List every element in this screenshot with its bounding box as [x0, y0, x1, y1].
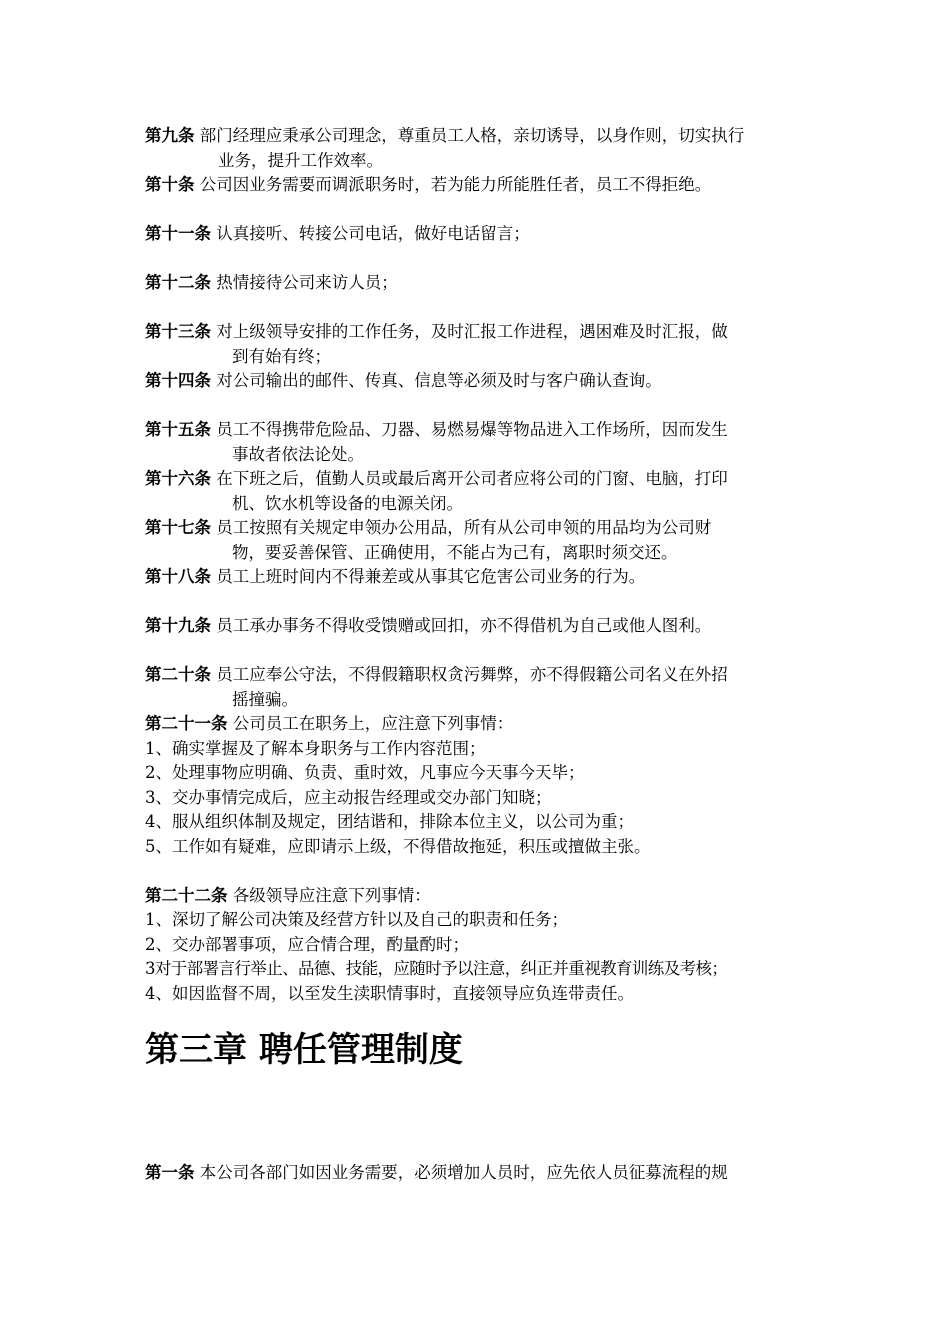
article-number: 第十条: [145, 175, 195, 194]
list-item: 2、处理事物应明确、负责、重时效，凡事应今天事今天毕；: [145, 763, 585, 782]
list-item: 1、确实掌握及了解本身职务与工作内容范围；: [145, 738, 486, 758]
article-15: [145, 418, 810, 467]
list-item: 4、服从组织体制及规定，团结谐和，排除本位主义，以公司为重；: [145, 812, 634, 831]
article-18: [145, 565, 810, 590]
article-number: 第九条: [145, 126, 195, 145]
article-text-continued: 事故者依法论处。: [232, 444, 364, 464]
article-text: 在下班之后，值勤人员或最后离开公司者应将公司的门窗、电脑，打印: [216, 469, 728, 488]
list-item: 2、交办部署事项，应合情合理，酌量酌时；: [145, 934, 469, 954]
list-item: 3、交办事情完成后，应主动报告经理或交办部门知晓；: [145, 787, 552, 807]
paragraph-gap: [145, 639, 810, 664]
article-number: 第二十条: [145, 665, 211, 684]
article-text-continued: 机、饮水机等设备的电源关闭。: [232, 493, 463, 513]
article-text: 员工按照有关规定申领办公用品，所有从公司申领的用品均为公司财: [216, 518, 712, 537]
list-item: 1、深切了解公司决策及经营方针以及自己的职责和任务；: [145, 910, 568, 929]
article-number: 第一条: [145, 1163, 195, 1182]
paragraph-gap: [145, 296, 810, 321]
article-text-continued: 业务，提升工作效率。: [218, 150, 383, 170]
article-number: 第十一条: [145, 224, 211, 243]
article-19: [145, 614, 810, 639]
article-text-continued: 摇撞骗。: [232, 689, 298, 709]
article-number: 第二十二条: [145, 885, 228, 905]
paragraph-gap: [145, 590, 810, 615]
article-number: 第十二条: [145, 273, 211, 292]
paragraph-gap: [145, 198, 810, 223]
article-number: 第十三条: [145, 322, 211, 341]
chapter-title: 第三章 聘任管理制度: [145, 1030, 463, 1070]
article-text: 员工上班时间内不得兼差或从事其它危害公司业务的行为。: [216, 567, 646, 586]
article-text: 对公司输出的邮件、传真、信息等必须及时与客户确认查询。: [216, 371, 662, 390]
article-text-continued: 到有始有终；: [232, 346, 331, 366]
article-text: 认真接听、转接公司电话，做好电话留言；: [216, 224, 530, 243]
article-17: [145, 516, 810, 565]
article-text: 员工承办事务不得收受馈赠或回扣，亦不得借机为自己或他人图利。: [216, 616, 712, 635]
article-20: [145, 663, 810, 712]
article-text: 部门经理应秉承公司理念，尊重员工人格，亲切诱导，以身作则，切实执行: [199, 126, 745, 145]
article-number: 第十四条: [145, 371, 211, 390]
article-text: 公司因业务需要而调派职务时，若为能力所能胜任者，员工不得拒绝。: [199, 175, 712, 194]
section-gap: [145, 1075, 810, 1161]
list-item: 3对于部署言行举止、品德、技能，应随时予以注意，纠正并重视教育训练及考核；: [145, 959, 728, 978]
article-text-continued: 物，要妥善保管、正确使用，不能占为己有，离职时须交还。: [232, 542, 678, 562]
paragraph-gap: [145, 394, 810, 419]
document-page: [145, 124, 810, 1186]
article-12: [145, 271, 810, 296]
paragraph-gap: [145, 859, 810, 884]
article-14: [145, 369, 810, 394]
chapter3-article-1: [145, 1161, 810, 1186]
article-number: 第二十一条: [145, 714, 228, 733]
article-number: 第十七条: [145, 518, 211, 537]
article-text: 各级领导应注意下列事情：: [232, 885, 431, 905]
article-text: 热情接待公司来访人员；: [216, 273, 398, 292]
article-text: 本公司各部门如因业务需要，必须增加人员时，应先依人员征募流程的规: [199, 1163, 728, 1182]
article-10: [145, 173, 810, 198]
article-11: [145, 222, 810, 247]
article-number: 第十九条: [145, 616, 211, 635]
article-number: 第十五条: [145, 420, 211, 439]
article-text: 员工应奉公守法，不得假籍职权贪污舞弊，亦不得假籍公司名义在外招: [216, 665, 728, 684]
list-item: 4、如因监督不周，以至发生渎职情事时，直接领导应负连带责任。: [145, 983, 634, 1003]
article-text: 公司员工在职务上，应注意下列事情：: [232, 714, 514, 733]
article-9: [145, 124, 810, 173]
article-text: 对上级领导安排的工作任务，及时汇报工作进程，遇困难及时汇报，做: [216, 322, 728, 341]
article-text: 员工不得携带危险品、刀器、易燃易爆等物品进入工作场所，因而发生: [216, 420, 728, 439]
article-16: [145, 467, 810, 516]
article-13: [145, 320, 810, 369]
list-item: 5、工作如有疑难，应即请示上级，不得借故拖延，积压或擅做主张。: [145, 836, 651, 856]
paragraph-gap: [145, 247, 810, 272]
article-number: 第十六条: [145, 469, 211, 488]
article-number: 第十八条: [145, 567, 211, 586]
article-21: [145, 712, 810, 737]
article-22: [145, 884, 810, 909]
